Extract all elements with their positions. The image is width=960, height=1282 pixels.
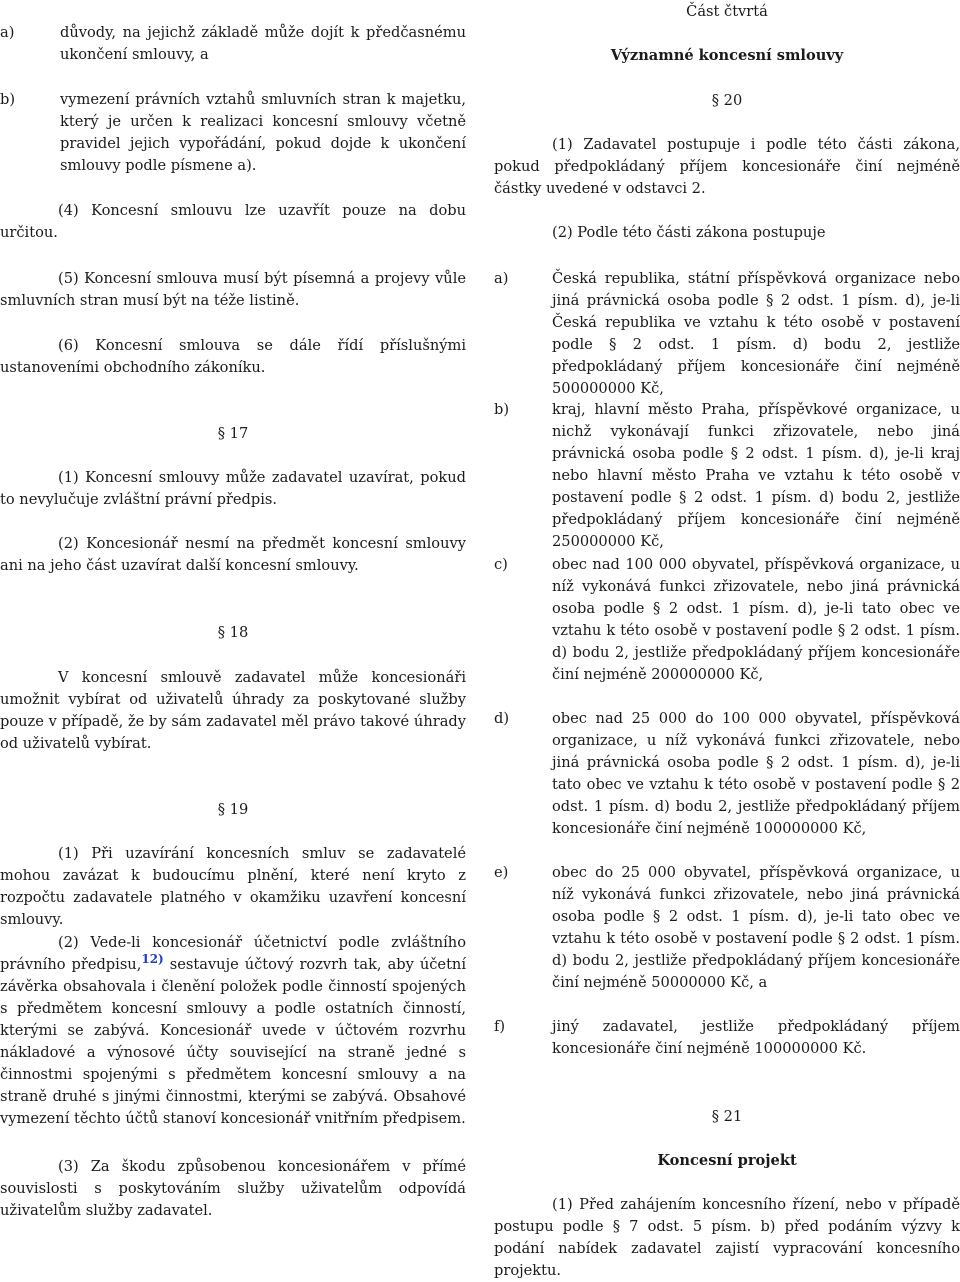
- item-label: a): [0, 24, 15, 41]
- part-subtitle: Významné koncesní smlouvy: [610, 47, 844, 64]
- section-18-heading: § 18: [217, 624, 249, 641]
- section-21-title: Koncesní projekt: [657, 1152, 797, 1169]
- section-21-paragraph-1: (1) Před zahájením koncesního řízení, nebo v případě postupu podle § 7 odst. 5 písm. b) před podáním výzvy k podání nabídek zadavatel zajistí vypracování koncesního projektu.: [494, 1196, 960, 1279]
- part-title: Část čtvrtá: [686, 3, 768, 20]
- section-19-paragraph-3: (3) Za škodu způsobenou koncesionářem v přímé souvislosti s poskytováním služby uživatelům odpovídá uživatelům služby zadavatel.: [0, 1158, 466, 1219]
- paragraph-5: (5) Koncesní smlouva musí být písemná a projevy vůle smluvních stran musí být na téže listině.: [0, 270, 466, 309]
- item-text: Česká republika, státní příspěvková organizace nebo jiná právnická osoba podle § 2 odst. 1 písm. d), je-li Česká republika ve vztahu k této osobě v postavení podle § 2 odst. 1 písm. d) bodu 2, jestliže předpokládaný příjem koncesionáře činí nejméně 500000000 Kč,: [552, 270, 960, 397]
- section-20-heading: § 20: [711, 92, 743, 109]
- section-19-paragraph-1: (1) Při uzavírání koncesních smluv se zadavatelé mohou zavázat k budoucímu plnění, které není kryto z rozpočtu zadavatele platného v okamžiku uzavření koncesní smlouvy.: [0, 845, 466, 928]
- section-19-paragraph-2: [0, 932, 466, 1130]
- paragraph-text: sestavuje účtový rozvrh tak, aby účetní závěrka obsahovala i členění položek podle činností spojených s předmětem koncesní smlouvy a podle ostatních činností, kterými se zabývá. Koncesionář uvede v účtovém rozvrhu nákladové a výnosové účty související na straně jedné s činnostmi spojenými s předmětem koncesní smlouvy a na straně druhé s jinými činnostmi, kterými se zabývá. Obsahové vymezení těchto účtů stanoví koncesionář vnitřním předpisem.: [0, 956, 466, 1127]
- item-label: e): [494, 864, 509, 881]
- section-17-paragraph-2: (2) Koncesionář nesmí na předmět koncesní smlouvy ani na jeho část uzavírat další koncesní smlouvy.: [0, 535, 466, 574]
- section-17-heading: § 17: [217, 425, 249, 442]
- item-text: obec nad 100 000 obyvatel, příspěvková organizace, u níž vykonává funkci zřizovatele, nebo jiná právnická osoba podle § 2 odst. 1 písm. d), je-li tato obec ve vztahu k této osobě v postavení podle § 2 odst. 1 písm. d) bodu 2, jestliže předpokládaný příjem koncesionáře činí nejméně 200000000 Kč,: [552, 556, 960, 683]
- item-label: b): [0, 91, 16, 108]
- paragraph-6: (6) Koncesní smlouva se dále řídí příslušnými ustanoveními obchodního zákoníku.: [0, 337, 466, 376]
- section-19-heading: § 19: [217, 801, 249, 818]
- section-17-paragraph-1: (1) Koncesní smlouvy může zadavatel uzavírat, pokud to nevylučuje zvláštní právní předpis.: [0, 469, 466, 508]
- paragraph-text: (2) Vede-li koncesionář účetnictví podle zvláštního právního předpisu,: [0, 934, 466, 973]
- item-text: vymezení právních vztahů smluvních stran k majetku, který je určen k realizaci koncesní smlouvy včetně pravidel jejich vypořádání, pokud dojde k ukončení smlouvy podle písmene a).: [60, 91, 466, 174]
- item-text: důvody, na jejichž základě může dojít k předčasnému ukončení smlouvy, a: [60, 24, 466, 63]
- item-label: b): [494, 401, 510, 418]
- item-label: c): [494, 556, 508, 573]
- item-text: obec nad 25 000 do 100 000 obyvatel, příspěvková organizace, u níž vykonává funkci zřizovatele, nebo jiná právnická osoba podle § 2 odst. 1 písm. d), je-li tato obec ve vztahu k této osobě v postavení podle § 2 odst. 1 písm. d) bodu 2, jestliže předpokládaný příjem koncesionáře činí nejméně 100000000 Kč,: [552, 710, 960, 837]
- footnote-reference-link[interactable]: 12): [141, 952, 164, 967]
- item-text: jiný zadavatel, jestliže předpokládaný příjem koncesionáře činí nejméně 100000000 Kč.: [552, 1018, 960, 1057]
- section-18-paragraph-1: V koncesní smlouvě zadavatel může koncesionáři umožnit vybírat od uživatelů úhrady za poskytované služby pouze v případě, že by sám zadavatel měl právo takové úhrady od uživatelů vybírat.: [0, 669, 466, 752]
- item-text: kraj, hlavní město Praha, příspěvkové organizace, u nichž vykonávají funkci zřizovatele, nebo jiná právnická osoba podle § 2 odst. 1 písm. d), je-li kraj nebo hlavní město Praha ve vztahu k této osobě v postavení podle § 2 odst. 1 písm. d) bodu 2, jestliže předpokládaný příjem koncesionáře činí nejméně 250000000 Kč,: [552, 401, 960, 550]
- section-20-paragraph-2: (2) Podle této části zákona postupuje: [552, 224, 826, 241]
- section-20-paragraph-1: (1) Zadavatel postupuje i podle této části zákona, pokud předpokládaný příjem koncesionáře činí nejméně částky uvedené v odstavci 2.: [494, 136, 960, 197]
- item-text: obec do 25 000 obyvatel, příspěvková organizace, u níž vykonává funkci zřizovatele, nebo jiná právnická osoba podle § 2 odst. 1 písm. d), je-li tato obec ve vztahu k této osobě v postavení podle § 2 odst. 1 písm. d) bodu 2, jestliže předpokládaný příjem koncesionáře činí nejméně 50000000 Kč, a: [552, 864, 960, 991]
- item-label: f): [494, 1018, 506, 1035]
- paragraph-4: (4) Koncesní smlouvu lze uzavřít pouze na dobu určitou.: [0, 202, 466, 241]
- item-label: a): [494, 270, 509, 287]
- section-21-heading: § 21: [711, 1108, 743, 1125]
- item-label: d): [494, 710, 510, 727]
